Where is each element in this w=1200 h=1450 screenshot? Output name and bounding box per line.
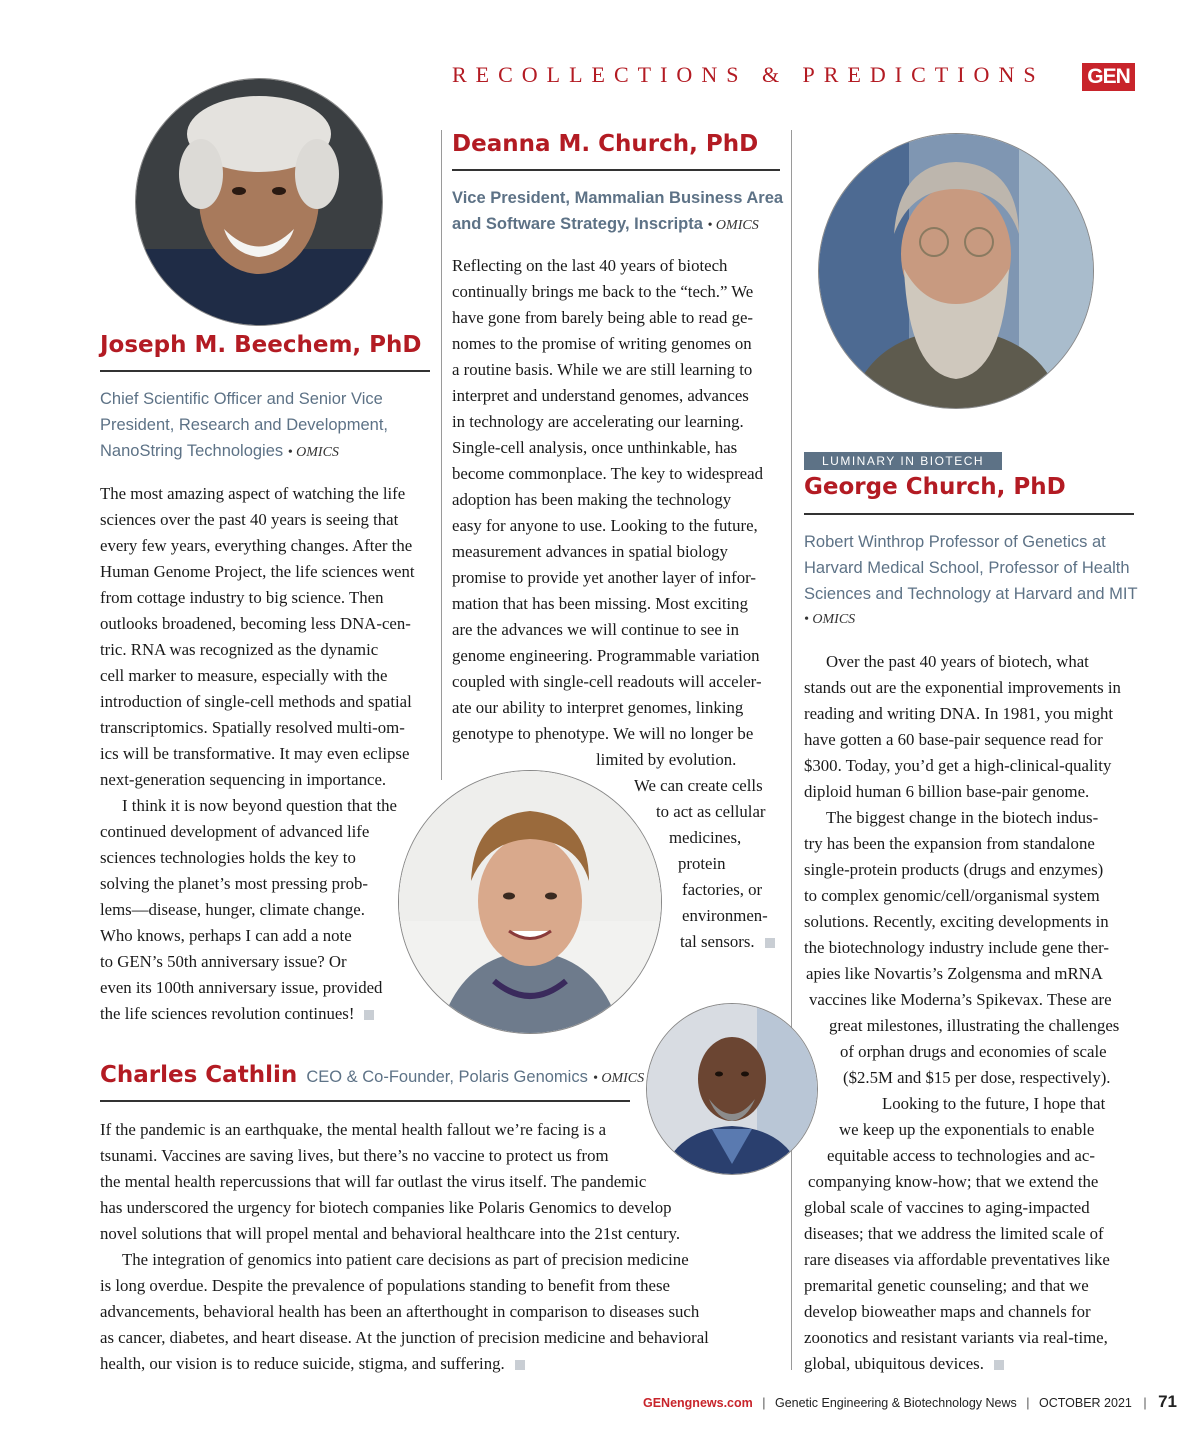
body-line: promise to provide yet another layer of infor- [452,568,756,587]
end-mark [515,1360,525,1370]
body-line: global scale of vaccines to aging-impacted [804,1198,1090,1217]
body-line: cell marker to measure, especially with the [100,666,388,685]
footer-separator: | [1143,1396,1147,1410]
body-line: to complex genomic/cell/organismal system [804,886,1100,905]
beechem-title-line: President, Research and Development, [100,416,388,434]
body-line: in technology are accelerating our learning. [452,412,744,431]
beechem-title [100,386,440,466]
body-line: ($2.5M and $15 per dose, respectively). [843,1068,1111,1087]
body-line: Single-cell analysis, once unthinkable, has [452,438,738,457]
body-line: ics will be transformative. It may even eclipse [100,744,410,763]
body-line: the biotechnology industry include gene ther- [804,938,1109,957]
deanna-tag: • OMICS [707,218,759,233]
luminary-badge: LUMINARY IN BIOTECH [804,452,1002,470]
george-title-line: Harvard Medical School, Professor of Health [804,559,1130,577]
body-line: interpret and understand genomes, advances [452,386,749,405]
beechem-title-line: Chief Scientific Officer and Senior Vice [100,390,383,408]
body-line: tric. RNA was recognized as the dynamic [100,640,379,659]
george-title [804,529,1144,633]
george-name-rule [804,513,1134,515]
body-line: medicines, [669,828,742,847]
george-title-line: Robert Winthrop Professor of Genetics at [804,533,1106,551]
body-line: next-generation sequencing in importance. [100,770,387,789]
deanna-title [452,185,787,239]
body-line: single-protein products (drugs and enzymes) [804,860,1104,879]
body-line: equitable access to technologies and ac- [827,1146,1095,1165]
body-line: vaccines like Moderna’s Spikevax. These are [809,990,1112,1009]
body-line: protein [678,854,726,873]
body-line: genotype to phenotype. We will no longer be [452,724,754,743]
george-portrait [818,133,1094,409]
body-line: zoonotics and resistant variants via real-time, [804,1328,1108,1347]
body-line: continually brings me back to the “tech.” We [452,282,754,301]
body-line: solving the planet’s most pressing prob- [100,874,369,893]
footer-separator: | [762,1396,766,1410]
cathlin-header [100,1062,644,1090]
body-line: continued development of advanced life [100,822,370,841]
body-line: introduction of single-cell methods and spatial [100,692,412,711]
body-line: from cottage industry to big science. Then [100,588,384,607]
body-line: We can create cells [634,776,763,795]
body-line: Looking to the future, I hope that [882,1094,1106,1113]
body-line: mation that has been missing. Most exciting [452,594,748,613]
section-title: RECOLLECTIONS & PREDICTIONS [452,62,1045,87]
beechem-portrait [135,78,383,326]
footer-issue: OCTOBER 2021 [1039,1396,1132,1410]
body-line: lems—disease, hunger, climate change. [100,900,365,919]
end-mark [994,1360,1004,1370]
body-line: we keep up the exponentials to enable [839,1120,1095,1139]
cathlin-title: CEO & Co-Founder, Polaris Genomics [306,1068,588,1086]
body-line: to act as cellular [656,802,766,821]
body-line: has underscored the urgency for biotech companies like Polaris Genomics to develop [100,1198,672,1217]
body-line: is long overdue. Despite the prevalence of populations standing to benefit from these [100,1276,670,1295]
body-line: as cancer, diabetes, and heart disease. At the junction of precision medicine and behavioral [100,1328,709,1347]
body-line: genome engineering. Programmable variation [452,646,760,665]
body-line: have gone from barely being able to read ge- [452,308,753,327]
body-line: transcriptomics. Spatially resolved multi-om- [100,718,405,737]
body-line: have gotten a 60 base-pair sequence read for [804,730,1103,749]
body-line: sciences over the past 40 years is seeing that [100,510,399,529]
body-line: Over the past 40 years of biotech, what [826,652,1089,671]
beechem-tag: • OMICS [287,445,339,460]
deanna-title-line: Vice President, Mammalian Business Area [452,189,784,207]
body-line: environmen- [682,906,768,925]
body-line: global, ubiquitous devices. [804,1354,984,1373]
body-line: $300. Today, you’d get a high-clinical-quality [804,756,1112,775]
body-line: novel solutions that will propel mental and behavioral healthcare into the 21st century. [100,1224,681,1243]
beechem-title-line: NanoString Technologies [100,442,284,460]
cathlin-tag: • OMICS [592,1071,645,1086]
cathlin-name: Charles Cathlin [100,1062,298,1088]
body-line: become commonplace. The key to widespread [452,464,763,483]
body-line: sciences technologies holds the key to [100,848,356,867]
body-line: reading and writing DNA. In 1981, you might [804,704,1114,723]
body-line: outlooks broadened, becoming less DNA-cen- [100,614,411,633]
body-line: diseases; that we address the limited scale of [804,1224,1104,1243]
footer-site[interactable]: GENengnews.com [643,1396,753,1410]
beechem-name-rule [100,370,430,372]
body-line: a routine basis. While we are still learning to [452,360,753,379]
body-line: try has been the expansion from standalone [804,834,1095,853]
body-line: tal sensors. [680,932,755,951]
body-line: are the advances we will continue to see in [452,620,740,639]
deanna-title-line: and Software Strategy, Inscripta [452,215,703,233]
body-line: If the pandemic is an earthquake, the mental health fallout we’re facing is a [100,1120,607,1139]
body-line: advancements, behavioral health has been an afterthought in comparison to diseases such [100,1302,700,1321]
george-title-line: Sciences and Technology at Harvard and MIT [804,585,1138,603]
body-line: tsunami. Vaccines are saving lives, but there’s no vaccine to protect us from [100,1146,609,1165]
body-line: the life sciences revolution continues! [100,1004,355,1023]
body-line: easy for anyone to use. Looking to the future, [452,516,758,535]
body-line: The most amazing aspect of watching the life [100,484,406,503]
body-line: Human Genome Project, the life sciences went [100,562,415,581]
deanna-name: Deanna M. Church, PhD [452,131,759,157]
beechem-name: Joseph M. Beechem, PhD [100,332,422,358]
body-line: Who knows, perhaps I can add a note [100,926,352,945]
page-number: 71 [1158,1392,1178,1411]
body-line: even its 100th anniversary issue, provided [100,978,383,997]
footer-publication: Genetic Engineering & Biotechnology News [774,1396,1017,1410]
cathlin-body [100,1117,780,1377]
body-line: the mental health repercussions that will far outlast the virus itself. The pandemic [100,1172,647,1191]
body-line: companying know-how; that we extend the [808,1172,1099,1191]
body-line: to GEN’s 50th anniversary issue? Or [100,952,347,971]
body-line: Reflecting on the last 40 years of biotech [452,256,728,275]
body-line: The biggest change in the biotech indus- [826,808,1099,827]
footer [643,1392,1177,1412]
footer-separator: | [1026,1396,1030,1410]
body-line: measurement advances in spatial biology [452,542,728,561]
body-line: develop bioweather maps and channels for [804,1302,1091,1321]
body-line: rare diseases via affordable preventatives like [804,1250,1110,1269]
deanna-name-rule [452,169,780,171]
body-line: every few years, everything changes. After the [100,536,413,555]
body-line: I think it is now beyond question that the [122,796,397,815]
george-tag: • OMICS [804,612,856,627]
body-line: solutions. Recently, exciting developments in [804,912,1109,931]
body-line: premarital genetic counseling; and that we [804,1276,1089,1295]
body-line: of orphan drugs and economies of scale [840,1042,1107,1061]
body-line: ate our ability to interpret genomes, linking [452,698,744,717]
body-line: nomes to the promise of writing genomes on [452,334,752,353]
body-line: diploid human 6 billion base-pair genome. [804,782,1090,801]
body-line: factories, or [682,880,763,899]
body-line: apies like Novartis’s Zolgensma and mRNA [806,964,1103,983]
cathlin-name-rule [100,1100,630,1102]
body-line: great milestones, illustrating the challenges [829,1016,1120,1035]
body-line: coupled with single-cell readouts will acceler- [452,672,762,691]
george-name: George Church, PhD [804,474,1066,500]
body-line: health, our vision is to reduce suicide, stigma, and suffering. [100,1354,505,1373]
body-line: stands out are the exponential improvements in [804,678,1121,697]
body-line: adoption has been making the technology [452,490,732,509]
gen-logo: GEN [1082,63,1135,91]
body-line: The integration of genomics into patient care decisions as part of precision medicine [122,1250,689,1269]
body-line: limited by evolution. [596,750,737,769]
